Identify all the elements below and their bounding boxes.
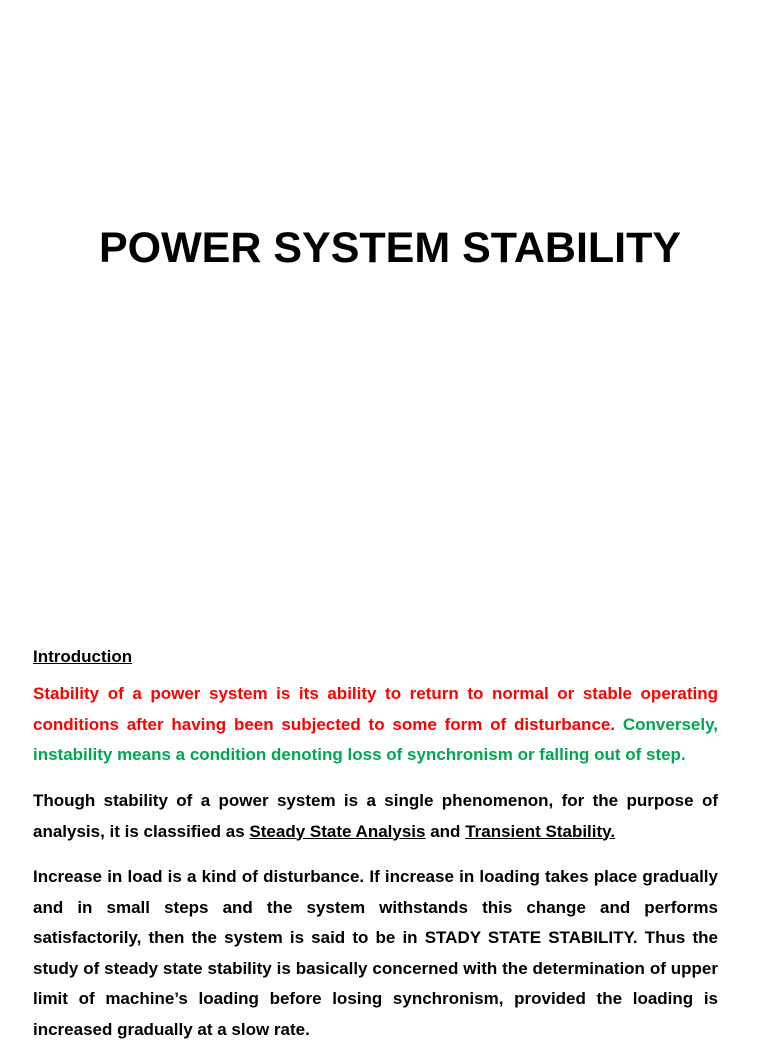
classification-paragraph <box>33 786 718 847</box>
conjunction-text: and <box>430 821 461 841</box>
transient-stability-term: Transient Stability. <box>465 821 616 841</box>
steady-state-text: Increase in load is a kind of disturbance. If increase in loading takes place gradually and in small steps and the system withstands this change and performs satisfactorily, then the system is said to be in STADY STATE STABILITY. Thus the study of steady state stability is basically concerned with the determination of upper limit of machine’s loading before losing synchronism, provided the loading is increased gradually at a slow rate. <box>33 867 718 1039</box>
stability-definition: Stability of a power system is its ability to return to normal or stable operating conditions after having been subjected to some form of disturbance. <box>33 684 718 734</box>
instability-definition: Conversely, instability means a condition denoting loss of synchronism or falling out of step. <box>33 714 718 764</box>
steady-state-term: Steady State Analysis <box>249 821 426 841</box>
steady-state-paragraph <box>33 862 718 1045</box>
intro-paragraph <box>33 679 718 771</box>
intro-heading: Introduction <box>33 647 133 666</box>
document-title: POWER SYSTEM STABILITY <box>98 224 682 272</box>
classification-text: Though stability of a power system is a single phenomenon, for the purpose of analysis, it is classified as <box>33 791 718 841</box>
